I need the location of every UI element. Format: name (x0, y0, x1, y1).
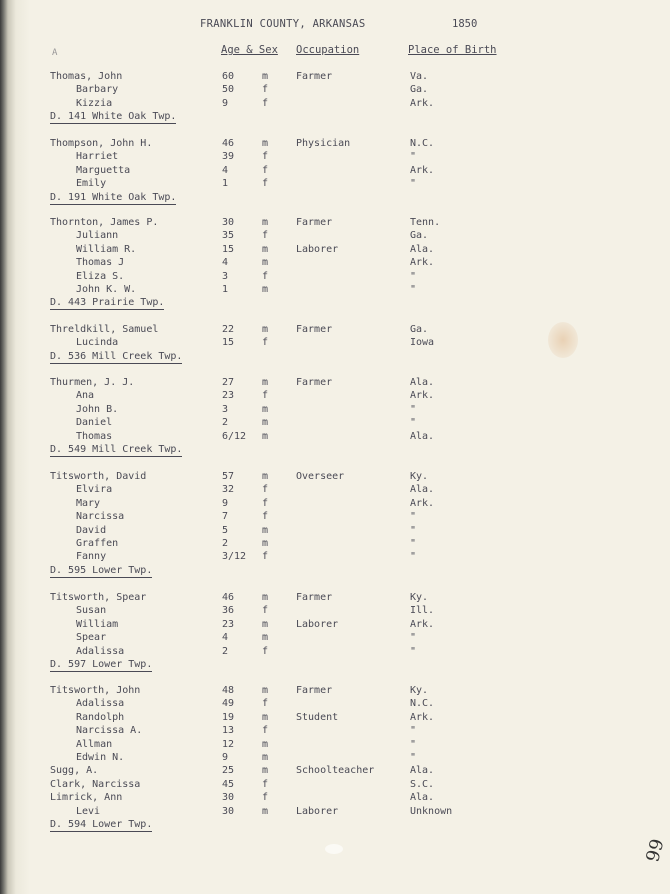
person-birthplace: Ky. (410, 592, 429, 603)
person-age: 25 (222, 765, 235, 777)
person-sex: f (262, 97, 269, 109)
person-sex: m (262, 324, 269, 335)
person-birthplace: Ark. (410, 618, 435, 630)
person-birthplace: Va. (410, 71, 429, 82)
person-sex: m (262, 738, 269, 750)
person-birthplace: Ark. (410, 711, 435, 723)
table-row (0, 97, 670, 110)
table-row (0, 270, 670, 283)
person-age: 49 (222, 698, 235, 710)
person-age: 4 (222, 164, 229, 176)
person-name: Graffen (76, 537, 119, 549)
person-sex: m (262, 685, 269, 696)
person-sex: m (262, 711, 269, 723)
person-age: 1 (222, 283, 229, 295)
person-birthplace: " (410, 537, 417, 549)
person-age: 2 (222, 645, 229, 657)
person-birthplace: Ala. (410, 792, 435, 804)
county-title: FRANKLIN COUNTY, ARKANSAS (200, 18, 366, 30)
person-name: William (76, 618, 119, 630)
person-occupation: Farmer (296, 324, 333, 335)
person-name: Daniel (76, 417, 113, 429)
person-name: Fanny (76, 551, 107, 563)
table-row (0, 243, 670, 256)
person-occupation: Laborer (296, 805, 339, 817)
household-block (0, 591, 670, 672)
person-sex: f (262, 792, 269, 804)
column-header-place-of-birth: Place of Birth (408, 44, 497, 56)
table-row (0, 256, 670, 269)
dwelling-line (0, 296, 670, 310)
person-age: 9 (222, 751, 229, 763)
person-age: 3/12 (222, 551, 247, 563)
person-name: Marguetta (76, 164, 131, 176)
household-block (0, 376, 670, 457)
person-name: Ana (76, 390, 95, 402)
person-age: 22 (222, 324, 235, 335)
person-sex: m (262, 537, 269, 549)
table-row (0, 150, 670, 163)
person-sex: m (262, 377, 269, 388)
person-birthplace: " (410, 751, 417, 763)
person-name: Limrick, Ann (50, 792, 123, 804)
person-sex: m (262, 417, 269, 429)
dwelling-label: D. 594 Lower Twp. (50, 818, 153, 830)
person-birthplace: Ala. (410, 377, 435, 388)
person-name: Narcissa A. (76, 725, 143, 737)
person-name: Sugg, A. (50, 765, 99, 777)
person-sex: f (262, 337, 269, 349)
person-age: 3 (222, 270, 229, 282)
person-occupation: Student (296, 711, 339, 723)
person-name: Threldkill, Samuel (50, 324, 159, 335)
dwelling-line (0, 564, 670, 578)
table-row (0, 389, 670, 402)
person-name: Adalissa (76, 645, 125, 657)
person-birthplace: Iowa (410, 337, 435, 349)
person-name: Thomas, John (50, 71, 123, 82)
table-row (0, 510, 670, 523)
person-sex: f (262, 178, 269, 190)
person-sex: f (262, 605, 269, 617)
table-row (0, 697, 670, 710)
table-row (0, 724, 670, 737)
person-name: Thurmen, J. J. (50, 377, 135, 388)
table-row (0, 537, 670, 550)
person-birthplace: Ga. (410, 324, 429, 335)
person-birthplace: " (410, 645, 417, 657)
person-age: 19 (222, 711, 235, 723)
table-row (0, 470, 670, 483)
person-name: Randolph (76, 711, 125, 723)
person-age: 30 (222, 217, 235, 228)
column-header-age-sex: Age & Sex (221, 44, 278, 56)
person-occupation: Laborer (296, 618, 339, 630)
table-row (0, 376, 670, 389)
census-year: 1850 (452, 18, 478, 30)
page-number: 99 (642, 836, 669, 865)
person-name: Thomas J (76, 257, 125, 269)
person-birthplace: " (410, 151, 417, 163)
person-age: 35 (222, 230, 235, 242)
person-sex: f (262, 645, 269, 657)
person-name: Juliann (76, 230, 119, 242)
person-name: John B. (76, 403, 119, 415)
person-sex: m (262, 618, 269, 630)
person-birthplace: Ark. (410, 390, 435, 402)
table-row (0, 497, 670, 510)
person-sex: f (262, 84, 269, 96)
table-row (0, 70, 670, 83)
table-row (0, 631, 670, 644)
person-sex: f (262, 270, 269, 282)
person-sex: m (262, 524, 269, 536)
person-name: Narcissa (76, 511, 125, 523)
table-row (0, 323, 670, 336)
person-name: Spear (76, 632, 107, 644)
person-birthplace: Ala. (410, 430, 435, 442)
person-birthplace: Ga. (410, 230, 429, 242)
person-age: 4 (222, 632, 229, 644)
person-age: 1 (222, 178, 229, 190)
table-row (0, 229, 670, 242)
person-sex: f (262, 725, 269, 737)
dwelling-label: D. 549 Mill Creek Twp. (50, 443, 183, 455)
person-sex: m (262, 632, 269, 644)
person-name: Barbary (76, 84, 119, 96)
person-occupation: Farmer (296, 685, 333, 696)
person-age: 30 (222, 792, 235, 804)
person-sex: m (262, 138, 269, 149)
person-sex: f (262, 551, 269, 563)
table-row (0, 604, 670, 617)
person-name: Kizzia (76, 97, 113, 109)
person-birthplace: " (410, 283, 417, 295)
person-sex: m (262, 592, 269, 603)
person-birthplace: " (410, 178, 417, 190)
person-age: 15 (222, 337, 235, 349)
table-row (0, 483, 670, 496)
person-name: Thompson, John H. (50, 138, 153, 149)
table-row (0, 430, 670, 443)
person-sex: f (262, 497, 269, 509)
person-sex: f (262, 230, 269, 242)
household-block (0, 216, 670, 310)
dwelling-line (0, 658, 670, 672)
person-sex: m (262, 471, 269, 482)
person-birthplace: " (410, 417, 417, 429)
household-block (0, 323, 670, 364)
table-row (0, 778, 670, 791)
person-age: 15 (222, 243, 235, 255)
person-name: Lucinda (76, 337, 119, 349)
dwelling-label: D. 141 White Oak Twp. (50, 111, 177, 123)
dwelling-line (0, 191, 670, 205)
person-birthplace: " (410, 511, 417, 523)
dwelling-line (0, 350, 670, 364)
person-age: 50 (222, 84, 235, 96)
person-age: 9 (222, 497, 229, 509)
person-sex: f (262, 484, 269, 496)
table-row (0, 791, 670, 804)
person-name: John K. W. (76, 283, 137, 295)
person-name: Thornton, James P. (50, 217, 159, 228)
person-birthplace: " (410, 551, 417, 563)
person-age: 3 (222, 403, 229, 415)
household-block (0, 684, 670, 832)
household-block (0, 137, 670, 205)
table-row (0, 618, 670, 631)
person-age: 6/12 (222, 430, 247, 442)
dwelling-line (0, 110, 670, 124)
person-age: 27 (222, 377, 235, 388)
person-name: Susan (76, 605, 107, 617)
person-sex: m (262, 751, 269, 763)
person-sex: m (262, 71, 269, 82)
person-age: 46 (222, 138, 235, 149)
person-age: 2 (222, 417, 229, 429)
table-row (0, 738, 670, 751)
section-marker: A (52, 48, 58, 58)
person-birthplace: Ala. (410, 243, 435, 255)
dwelling-line (0, 818, 670, 832)
person-birthplace: S.C. (410, 778, 435, 790)
person-birthplace: N.C. (410, 698, 435, 710)
table-row (0, 764, 670, 777)
person-occupation: Overseer (296, 471, 345, 482)
person-age: 23 (222, 618, 235, 630)
dwelling-label: D. 443 Prairie Twp. (50, 297, 165, 309)
table-row (0, 751, 670, 764)
person-birthplace: Ala. (410, 484, 435, 496)
table-row (0, 645, 670, 658)
table-row (0, 591, 670, 604)
person-birthplace: Tenn. (410, 217, 441, 228)
person-sex: f (262, 390, 269, 402)
person-age: 9 (222, 97, 229, 109)
person-sex: f (262, 511, 269, 523)
person-name: Thomas (76, 430, 113, 442)
person-birthplace: " (410, 632, 417, 644)
person-name: Titsworth, David (50, 471, 147, 482)
person-age: 57 (222, 471, 235, 482)
person-name: Levi (76, 805, 101, 817)
person-occupation: Schoolteacher (296, 765, 375, 777)
person-sex: m (262, 217, 269, 228)
person-sex: m (262, 430, 269, 442)
person-name: Eliza S. (76, 270, 125, 282)
person-name: Clark, Narcissa (50, 778, 141, 790)
person-birthplace: " (410, 403, 417, 415)
table-row (0, 177, 670, 190)
table-row (0, 283, 670, 296)
table-row (0, 137, 670, 150)
table-row (0, 336, 670, 349)
person-occupation: Farmer (296, 592, 333, 603)
household-block (0, 70, 670, 124)
punch-hole (325, 844, 343, 854)
person-age: 5 (222, 524, 229, 536)
person-age: 30 (222, 805, 235, 817)
person-age: 2 (222, 537, 229, 549)
person-occupation: Laborer (296, 243, 339, 255)
dwelling-label: D. 595 Lower Twp. (50, 564, 153, 576)
dwelling-line (0, 443, 670, 457)
person-birthplace: Ky. (410, 685, 429, 696)
person-birthplace: " (410, 270, 417, 282)
person-occupation: Farmer (296, 71, 333, 82)
person-occupation: Farmer (296, 377, 333, 388)
table-row (0, 524, 670, 537)
person-name: Harriet (76, 151, 119, 163)
person-birthplace: " (410, 524, 417, 536)
person-age: 45 (222, 778, 235, 790)
person-birthplace: Ark. (410, 97, 435, 109)
person-sex: f (262, 151, 269, 163)
person-occupation: Physician (296, 138, 351, 149)
person-birthplace: Ill. (410, 605, 435, 617)
person-name: Titsworth, John (50, 685, 141, 696)
table-row (0, 216, 670, 229)
person-sex: m (262, 805, 269, 817)
person-name: David (76, 524, 107, 536)
table-row (0, 805, 670, 818)
person-age: 7 (222, 511, 229, 523)
person-sex: f (262, 164, 269, 176)
person-sex: f (262, 698, 269, 710)
person-sex: m (262, 257, 269, 269)
person-birthplace: Ark. (410, 497, 435, 509)
person-name: Titsworth, Spear (50, 592, 147, 603)
person-name: William R. (76, 243, 137, 255)
person-birthplace: " (410, 738, 417, 750)
person-birthplace: N.C. (410, 138, 435, 149)
table-row (0, 403, 670, 416)
dwelling-label: D. 191 White Oak Twp. (50, 191, 177, 203)
dwelling-label: D. 597 Lower Twp. (50, 658, 153, 670)
person-birthplace: Ala. (410, 765, 435, 777)
person-name: Mary (76, 497, 101, 509)
person-age: 23 (222, 390, 235, 402)
table-row (0, 550, 670, 563)
person-birthplace: Ga. (410, 84, 429, 96)
person-name: Elvira (76, 484, 113, 496)
person-birthplace: Unknown (410, 805, 453, 817)
table-row (0, 164, 670, 177)
table-row (0, 416, 670, 429)
person-age: 39 (222, 151, 235, 163)
person-age: 12 (222, 738, 235, 750)
person-name: Emily (76, 178, 107, 190)
person-birthplace: Ark. (410, 257, 435, 269)
table-row (0, 684, 670, 697)
person-age: 36 (222, 605, 235, 617)
person-birthplace: Ky. (410, 471, 429, 482)
person-age: 60 (222, 71, 235, 82)
person-sex: m (262, 283, 269, 295)
person-sex: m (262, 403, 269, 415)
dwelling-label: D. 536 Mill Creek Twp. (50, 350, 183, 362)
household-block (0, 470, 670, 578)
person-age: 46 (222, 592, 235, 603)
person-birthplace: " (410, 725, 417, 737)
table-row (0, 83, 670, 96)
person-age: 48 (222, 685, 235, 696)
person-age: 13 (222, 725, 235, 737)
person-sex: m (262, 765, 269, 777)
person-birthplace: Ark. (410, 164, 435, 176)
page-header (0, 16, 670, 60)
person-age: 32 (222, 484, 235, 496)
column-header-occupation: Occupation (296, 44, 360, 56)
person-sex: m (262, 243, 269, 255)
person-name: Edwin N. (76, 751, 125, 763)
person-sex: f (262, 778, 269, 790)
person-age: 4 (222, 257, 229, 269)
person-name: Allman (76, 738, 113, 750)
person-name: Adalissa (76, 698, 125, 710)
person-occupation: Farmer (296, 217, 333, 228)
table-row (0, 711, 670, 724)
